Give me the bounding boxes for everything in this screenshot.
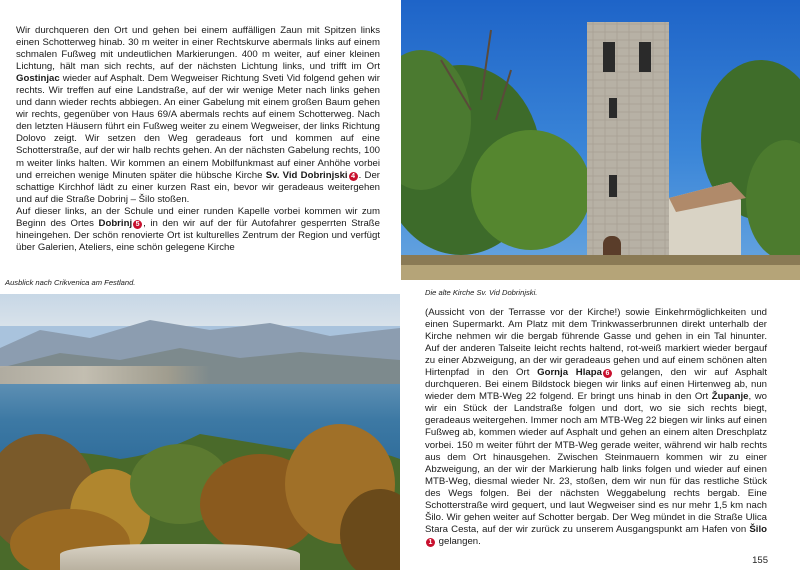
place-name: Sv. Vid Dobrinjski <box>265 169 348 181</box>
coastline-photo <box>0 294 400 570</box>
place-name: Gostinjac <box>16 73 60 85</box>
paragraph <box>16 206 380 254</box>
right-photo-caption: Die alte Kirche Sv. Vid Dobrinjski. <box>425 288 538 297</box>
text-run: Wir durchqueren den Ort und gehen bei einem auffälligen Zaun mit Spitzen links einen Schotterweg hinab. 30 m weiter in einer Rechtskurve abermals links auf einem schmalen Fußweg mit undeutlichen Markierungen. 400 m weiter, auf einer kleinen Lichtung, hält man sich rechts, auf der nächsten Lichtung links, und trifft im Ort <box>16 25 380 73</box>
text-run: . Der schattige Kirchhof lädt zu einer kurzen Rast ein, bevor wir geradeaus weitergehen und auf die Straße Dobrinj – Šilo stoßen. <box>16 169 380 205</box>
place-name: Gornja Hlapa <box>537 367 602 379</box>
text-run: , in den wir auf der für Autofahrer gesperrten Straße hineingehen. Der schön renovierte Ort ist kulturelles Zentrum der Region und verfügt über Galerien, Ateliers, eine schön gelegene Kirche <box>16 217 380 253</box>
waypoint-marker: 6 <box>603 369 612 378</box>
place-name: Dobrinj <box>98 217 133 229</box>
left-photo-caption: Ausblick nach Crikvenica am Festland. <box>5 278 136 287</box>
paragraph <box>16 25 380 206</box>
paragraph <box>425 307 767 548</box>
place-name: Županje <box>711 391 749 403</box>
waypoint-marker: 1 <box>426 538 435 547</box>
church-photo <box>401 0 800 280</box>
text-run: (Aussicht von der Terrasse vor der Kirche!) sowie Einkehrmöglichkeiten und einen Supermarkt. Am Platz mit dem Trinkwasserbrunnen direkt unterhalb der Kirche nehmen wir die bergab führende Gasse und gehen in ein Tal hinunter. Auf der anderen Talseite leicht rechts haltend, rot-weiß markiert wieder bergauf zu einer Abzweigung, an der wir geradeaus gehen und auf einem schönen alten Hirtenpfad in den Ort <box>425 307 767 379</box>
text-run: , wo wir ein Stück der Landstraße folgen und dort, wo sie sich rechts biegt, geradeaus weitergehen. Immer noch am MTB-Weg 22 biegen wir links auf einen Fußweg ab, kommen wieder auf Asphalt und gehen an einem alten Dreschplatz vorbei. 150 m weiter führt der MTB-Weg gerade weiter, während wir halb rechts aus dem Ort hinausgehen. Zwischen Steinmauern kommen wir zu einer Abzweigung, an der wir der Markierung halb links folgen und wieder auf einen MTB-Weg, diesmal wieder Nr. 23, stoßen, dem wir nun für das restliche Stück des Wegs folgen. Bei der nächsten Weggabelung rechts bergab. Eine Schotterstraße wird gequert, und laut Wegweiser sind es nur mehr 1,5 km nach Šilo. Wir gehen weiter auf Schotter bergab. Der Weg mündet in die Straße Ulica Stara Cesta, auf der wir zurück zu unserem Ausgangspunkt am Hafen von <box>425 391 767 535</box>
place-name: Šilo <box>749 523 767 535</box>
right-text-column <box>425 307 767 548</box>
text-run: gelangen, den wir auf Asphalt durchqueren. Bei einem Bildstock biegen wir links auf einen Hirtenweg ab, nun wieder dem MTB-Weg 22 folgend. Er bringt uns hinab in den Ort <box>425 367 767 403</box>
text-run: wieder auf Asphalt. Dem Wegweiser Richtung Sveti Vid folgend gehen wir rechts. Wir treffen auf eine Landstraße, auf der wir wenige Meter nach links gehen und dann wieder rechts abbiegen. An einer Gabelung mit einem großen Baum gehen wir rechts, gegenüber von Haus 69/A abermals rechts auf einem Schotterweg. Nach den letzten Häusern führt ein Fußweg weiter zu einem Wegweiser, der links Richtung Dolovo zeigt. Wir setzen den Weg geradeaus fort und kommen auf eine Schotterstraße, auf der wir halb rechts gehen. An der nächsten Gabelung rechts, 100 m weiter links halten. Wir kommen an einem Mobilfunkmast auf einer Anhöhe vorbei und erreichen wenige Minuten später die hübsche Kirche <box>16 73 380 181</box>
text-run: Auf dieser links, an der Schule und einer runden Kapelle vorbei kommen wir zum Beginn des Ortes <box>16 205 380 229</box>
text-run: gelangen. <box>436 535 481 547</box>
page-number: 155 <box>752 555 768 566</box>
waypoint-marker: 4 <box>349 172 358 181</box>
waypoint-marker: 5 <box>133 220 142 229</box>
left-text-column <box>16 25 380 254</box>
